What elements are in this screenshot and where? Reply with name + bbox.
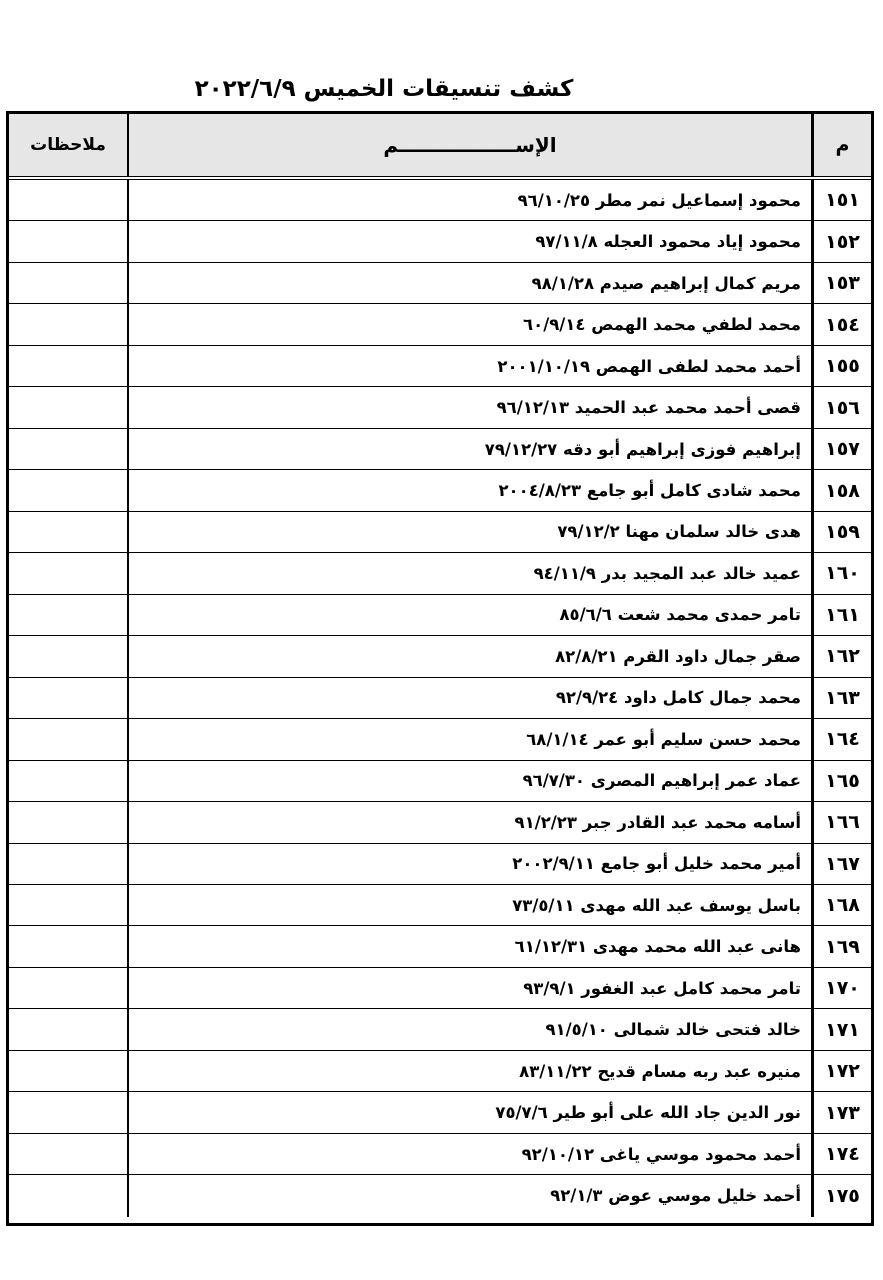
table-row [9, 263, 871, 304]
number-cell: ١٧١ [811, 1009, 871, 1049]
name-cell: محمد شادى كامل أبو جامع ٢٠٠٤/٨/٢٣ [498, 481, 801, 501]
table-row [9, 926, 871, 967]
names-table [6, 111, 874, 1226]
table-row [9, 553, 871, 594]
notes-cell [9, 1051, 129, 1091]
notes-cell [9, 470, 129, 510]
number-cell: ١٥٦ [811, 387, 871, 427]
number-cell: ١٧٤ [811, 1134, 871, 1174]
name-cell: مريم كمال إبراهيم صيدم ٩٨/١/٢٨ [531, 273, 801, 293]
table-row [9, 719, 871, 760]
number-cell: ١٦١ [811, 595, 871, 635]
number-cell: ١٥٣ [811, 263, 871, 303]
notes-cell [9, 263, 129, 303]
name-cell: صقر جمال داود القرم ٨٢/٨/٢١ [555, 646, 801, 666]
notes-cell [9, 304, 129, 344]
name-cell: تامر محمد كامل عبد الغفور ٩٣/٩/١ [523, 978, 801, 998]
table-row [9, 1134, 871, 1175]
number-cell: ١٧٣ [811, 1092, 871, 1132]
name-cell: قصى أحمد محمد عبد الحميد ٩٦/١٢/١٣ [496, 398, 801, 418]
table-row [9, 802, 871, 843]
number-cell: ١٦٩ [811, 926, 871, 966]
name-cell: نور الدين جاد الله على أبو طير ٧٥/٧/٦ [495, 1103, 801, 1123]
number-cell: ١٦٦ [811, 802, 871, 842]
name-cell: محمد جمال كامل داود ٩٢/٩/٢٤ [555, 688, 801, 708]
name-cell: هدى خالد سلمان مهنا ٧٩/١٢/٢ [557, 522, 801, 542]
number-cell: ١٦٧ [811, 844, 871, 884]
number-cell: ١٥٧ [811, 429, 871, 469]
number-cell: ١٦٥ [811, 761, 871, 801]
notes-cell [9, 429, 129, 469]
notes-cell [9, 1175, 129, 1216]
number-cell: ١٥٨ [811, 470, 871, 510]
number-cell: ١٥٢ [811, 221, 871, 261]
notes-cell [9, 844, 129, 884]
header-name: الإســـــــــــــــــم [129, 114, 811, 176]
notes-cell [9, 1009, 129, 1049]
name-cell: محمود إسماعيل نمر مطر ٩٦/١٠/٢٥ [517, 190, 801, 210]
table-row [9, 1009, 871, 1050]
notes-cell [9, 761, 129, 801]
table-row [9, 304, 871, 345]
table-row [9, 429, 871, 470]
table-row [9, 221, 871, 262]
notes-cell [9, 221, 129, 261]
notes-cell [9, 1134, 129, 1174]
number-cell: ١٦٤ [811, 719, 871, 759]
table-row [9, 636, 871, 677]
table-row [9, 346, 871, 387]
table-row [9, 968, 871, 1009]
notes-cell [9, 595, 129, 635]
table-row [9, 844, 871, 885]
name-cell: أمير محمد خليل أبو جامع ٢٠٠٢/٩/١١ [512, 854, 801, 874]
table-row [9, 1092, 871, 1133]
table-row [9, 387, 871, 428]
table-row [9, 761, 871, 802]
table-row [9, 470, 871, 511]
notes-cell [9, 968, 129, 1008]
table-row [9, 1051, 871, 1092]
notes-cell [9, 512, 129, 552]
name-cell: محمد لطفي محمد الهمص ٦٠/٩/١٤ [523, 315, 801, 335]
notes-cell [9, 802, 129, 842]
name-cell: إبراهيم فوزى إبراهيم أبو دقه ٧٩/١٢/٢٧ [484, 439, 801, 459]
notes-cell [9, 180, 129, 220]
table-row [9, 1175, 871, 1216]
table-row [9, 180, 871, 221]
name-cell: منيره عبد ربه مسام قديح ٨٣/١١/٢٢ [519, 1061, 801, 1081]
number-cell: ١٧٥ [811, 1175, 871, 1216]
number-cell: ١٦٠ [811, 553, 871, 593]
header-number: م [811, 114, 871, 176]
number-cell: ١٥١ [811, 180, 871, 220]
number-cell: ١٥٤ [811, 304, 871, 344]
number-cell: ١٥٩ [811, 512, 871, 552]
number-cell: ١٥٥ [811, 346, 871, 386]
number-cell: ١٦٨ [811, 885, 871, 925]
name-cell: محمد حسن سليم أبو عمر ٦٨/١/١٤ [526, 729, 801, 749]
name-cell: عماد عمر إبراهيم المصرى ٩٦/٧/٣٠ [522, 771, 801, 791]
number-cell: ١٦٢ [811, 636, 871, 676]
number-cell: ١٧٢ [811, 1051, 871, 1091]
table-row [9, 678, 871, 719]
name-cell: أسامه محمد عبد القادر جبر ٩١/٢/٢٣ [514, 812, 801, 832]
notes-cell [9, 678, 129, 718]
name-cell: خالد فتحى خالد شمالى ٩١/٥/١٠ [545, 1020, 801, 1040]
notes-cell [9, 719, 129, 759]
table-header-row [9, 114, 871, 180]
table-row [9, 885, 871, 926]
notes-cell [9, 926, 129, 966]
name-cell: تامر حمدى محمد شعت ٨٥/٦/٦ [559, 605, 801, 625]
name-cell: أحمد محمد لطفى الهمص ٢٠٠١/١٠/١٩ [497, 356, 801, 376]
name-cell: محمود إياد محمود العجله ٩٧/١١/٨ [535, 232, 801, 252]
name-cell: أحمد خليل موسي عوض ٩٢/١/٣ [550, 1186, 801, 1206]
name-cell: هانى عبد الله محمد مهدى ٦١/١٢/٣١ [514, 937, 801, 957]
table-row [9, 595, 871, 636]
notes-cell [9, 1092, 129, 1132]
number-cell: ١٦٣ [811, 678, 871, 718]
document-title: كشف تنسيقات الخميس ٢٠٢٢/٦/٩ [194, 76, 574, 102]
table-body [9, 180, 871, 1223]
table-row [9, 512, 871, 553]
notes-cell [9, 387, 129, 427]
notes-cell [9, 553, 129, 593]
name-cell: عميد خالد عبد المجيد بدر ٩٤/١١/٩ [533, 563, 801, 583]
notes-cell [9, 346, 129, 386]
name-cell: أحمد محمود موسي ياغى ٩٢/١٠/١٢ [521, 1144, 801, 1164]
notes-cell [9, 636, 129, 676]
name-cell: باسل يوسف عبد الله مهدى ٧٣/٥/١١ [512, 895, 801, 915]
notes-cell [9, 885, 129, 925]
number-cell: ١٧٠ [811, 968, 871, 1008]
header-notes: ملاحظات [9, 114, 129, 176]
